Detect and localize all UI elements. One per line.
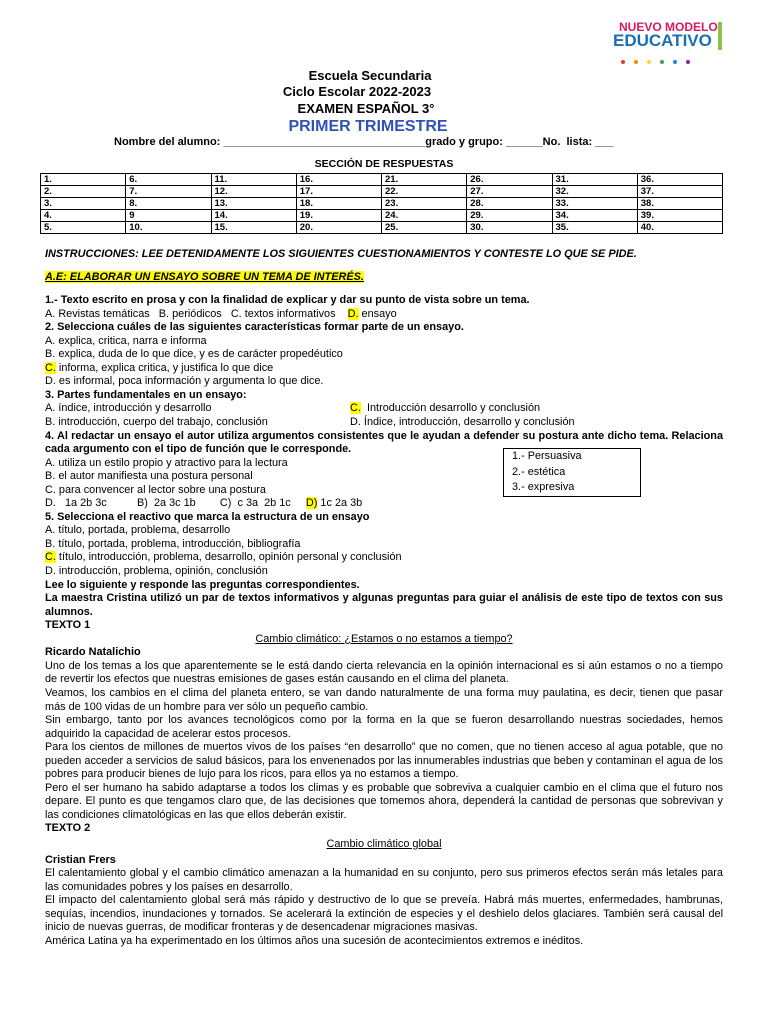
term-title: PRIMER TRIMESTRE bbox=[288, 118, 448, 135]
answer-cell: 18. bbox=[296, 198, 381, 210]
answer-cell: 27. bbox=[467, 186, 552, 198]
answer-cell: 2. bbox=[41, 186, 126, 198]
answer-cell: 9 bbox=[126, 210, 211, 222]
answer-cell: 24. bbox=[382, 210, 467, 222]
answer-cell: 30. bbox=[467, 222, 552, 234]
q4-d-prefix: D. 1a 2b 3c B) 2a 3c 1b C) c 3a 2b 1c bbox=[45, 497, 306, 510]
answer-cell: 21. bbox=[382, 174, 467, 186]
q4-option-c: C. para convencer al lector sobre una postura bbox=[45, 483, 266, 496]
text1-paragraph: Veamos, los cambios en el clima del planeta entero, se van dando naturalmente de una forma muy paulatina, es decir, tienen que pasar más de 100 vidas de un hombre para ver sólo un pequeño cambio. bbox=[45, 686, 723, 713]
answers-row bbox=[41, 174, 723, 186]
q4-box-item-1: 1.- Persuasiva bbox=[512, 450, 582, 462]
text2-author: Cristian Frers bbox=[45, 853, 116, 866]
q1-options-text: A. Revistas temáticas B. periódicos C. textos informativos bbox=[45, 307, 348, 320]
answer-cell: 34. bbox=[552, 210, 637, 222]
q4-d-correct: D) bbox=[305, 497, 318, 510]
reading-context: La maestra Cristina utilizó un par de textos informativos y algunas preguntas para guiar el análisis de este tipo de textos con sus alumnos. bbox=[45, 592, 723, 618]
answer-cell: 12. bbox=[211, 186, 296, 198]
q3-option-a: A. índice, introducción y desarrollo bbox=[45, 402, 212, 415]
answer-cell: 8. bbox=[126, 198, 211, 210]
answer-cell: 39. bbox=[637, 210, 722, 222]
q5-c-letter: C. bbox=[45, 551, 56, 564]
q4-box-item-3: 3.- expresiva bbox=[512, 481, 575, 493]
logo-dot bbox=[660, 60, 664, 64]
text1-paragraph: Uno de los temas a los que aparentemente se le está dando cierta relevancia en la opinión internacional es si aún estamos o no a tiempo de revertir los efectos que nuestras emisiones de gases están causando en el clima del planeta. bbox=[45, 659, 723, 686]
logo-line1: NUEVO MODELO bbox=[619, 20, 718, 34]
logo-bar bbox=[718, 22, 722, 50]
answer-cell: 5. bbox=[41, 222, 126, 234]
q2-option-b: B. explica, duda de lo que dice, y es de carácter propedéutico bbox=[45, 348, 343, 361]
answers-title: SECCIÓN DE RESPUESTAS bbox=[314, 158, 454, 170]
text1-paragraph: Sin embargo, tanto por los avances tecnológicos como por la forma en la que se fueron desarrollando nuestras sociedades, hemos adquirido la capacidad de acelerar estos procesos. bbox=[45, 714, 723, 740]
text2-paragraph: El impacto del calentamiento global será más rápido y destructivo de lo que se preveía. Habrá más muertes, enfermedades, hambrunas, sequías, incendios, inundaciones y tornados. Se acelerará la extinción de especies y el deshielo delos glaciares. También será causal del inicio de nuevas guerras, de modificar fronteras y de desencadenar migraciones masivas. bbox=[45, 894, 723, 934]
answer-cell: 36. bbox=[637, 174, 722, 186]
q4-question: 4. Al redactar un ensayo el autor utiliza argumentos consistentes que le ayudan a defender su postura ante dicho tema. Relaciona cada argumento con el tipo de función que le corresponde. bbox=[45, 429, 723, 456]
q5-question: 5. Selecciona el reactivo que marca la estructura de un ensayo bbox=[45, 510, 370, 523]
answer-cell: 3. bbox=[41, 198, 126, 210]
q2-option-c bbox=[45, 362, 723, 376]
q1-correct-text: ensayo bbox=[358, 307, 397, 320]
q5-option-c bbox=[45, 551, 723, 565]
school-name: Escuela Secundaria bbox=[308, 68, 432, 83]
logo-dot bbox=[673, 60, 677, 64]
exam-body bbox=[45, 248, 723, 948]
answer-cell: 15. bbox=[211, 222, 296, 234]
q5-option-a: A. título, portada, problema, desarrollo bbox=[45, 524, 231, 537]
answers-row bbox=[41, 210, 723, 222]
answer-cell: 17. bbox=[296, 186, 381, 198]
logo-line2: EDUCATIVO bbox=[613, 31, 712, 50]
logo-dot bbox=[621, 60, 625, 64]
answers-row bbox=[41, 186, 723, 198]
q3-row2 bbox=[45, 416, 723, 430]
answer-cell: 14. bbox=[211, 210, 296, 222]
exam-title: EXAMEN ESPAÑOL 3° bbox=[297, 101, 435, 116]
student-name-line: Nombre del alumno: _________________________________grado y grupo: ______No. lista: ___ bbox=[114, 136, 614, 148]
q4-option-a: A. utiliza un estilo propio y atractivo para la lectura bbox=[45, 456, 288, 469]
answer-cell: 6. bbox=[126, 174, 211, 186]
text1-author: Ricardo Natalichio bbox=[45, 646, 141, 659]
logo-dot bbox=[686, 60, 690, 64]
answers-row bbox=[41, 222, 723, 234]
instructions: INSTRUCCIONES: LEE DETENIDAMENTE LOS SIGUIENTES CUESTIONAMIENTOS Y CONTESTE LO QUE SE PIDE. bbox=[45, 248, 637, 260]
q3-c-letter: C. bbox=[350, 402, 361, 415]
text1-title: Cambio climático: ¿Estamos o no estamos a tiempo? bbox=[255, 632, 513, 645]
logo-dot bbox=[647, 60, 651, 64]
answer-cell: 29. bbox=[467, 210, 552, 222]
text2-label: TEXTO 2 bbox=[45, 822, 91, 835]
q4-option-b: B. el autor manifiesta una postura personal bbox=[45, 470, 253, 483]
learning-goal: A.E: ELABORAR UN ENSAYO SOBRE UN TEMA DE INTERÉS. bbox=[45, 270, 364, 283]
q2-option-a: A. explica, critica, narra e informa bbox=[45, 334, 207, 347]
text2-paragraph: El calentamiento global y el cambio climático amenazan a la humanidad en su conjunto, pero sus primeros efectos serán más letales para las comunidades pobres y los países en desarrollo. bbox=[45, 867, 723, 893]
q3-question: 3. Partes fundamentales en un ensayo: bbox=[45, 388, 247, 401]
q1-question: 1.- Texto escrito en prosa y con la finalidad de explicar y dar su punto de vista sobre un tema. bbox=[45, 294, 530, 307]
q2-c-letter: C. bbox=[45, 361, 56, 374]
q2-question: 2. Selecciona cuáles de las siguientes características formar parte de un ensayo. bbox=[45, 321, 464, 334]
answer-cell: 10. bbox=[126, 222, 211, 234]
text2-body bbox=[45, 867, 723, 948]
answer-cell: 19. bbox=[296, 210, 381, 222]
answers-row bbox=[41, 198, 723, 210]
answer-cell: 28. bbox=[467, 198, 552, 210]
logo bbox=[613, 20, 723, 60]
q4-option-d bbox=[45, 497, 723, 511]
answer-cell: 25. bbox=[382, 222, 467, 234]
answer-cell: 31. bbox=[552, 174, 637, 186]
answer-cell: 33. bbox=[552, 198, 637, 210]
text1-label: TEXTO 1 bbox=[45, 619, 91, 632]
answer-cell: 1. bbox=[41, 174, 126, 186]
answer-cell: 23. bbox=[382, 198, 467, 210]
q3-option-c bbox=[350, 402, 540, 416]
answer-cell: 32. bbox=[552, 186, 637, 198]
q1-options bbox=[45, 308, 723, 322]
answer-cell: 40. bbox=[637, 222, 722, 234]
q5-option-b: B. título, portada, problema, introducción, bibliografía bbox=[45, 537, 301, 550]
school-cycle: Ciclo Escolar 2022-2023 bbox=[282, 84, 432, 99]
answer-cell: 7. bbox=[126, 186, 211, 198]
answer-cell: 4. bbox=[41, 210, 126, 222]
text1-body bbox=[45, 660, 723, 823]
q3-row1 bbox=[45, 402, 723, 416]
answer-cell: 26. bbox=[467, 174, 552, 186]
answer-cell: 22. bbox=[382, 186, 467, 198]
logo-dot bbox=[634, 60, 638, 64]
q3-option-d: D. Índice, introducción, desarrollo y conclusión bbox=[350, 416, 575, 429]
q3-c-text: Introducción desarrollo y conclusión bbox=[360, 402, 541, 415]
text2-title: Cambio climático global bbox=[326, 837, 442, 850]
text2-paragraph: América Latina ya ha experimentado en los últimos años una sucesión de acontecimientos extremos e inéditos. bbox=[45, 934, 584, 947]
q1-correct-letter: D. bbox=[347, 307, 359, 320]
q5-option-d: D. introducción, problema, opinión, conclusión bbox=[45, 565, 268, 578]
q4-d-suffix: 1c 2a 3b bbox=[317, 497, 363, 510]
answer-cell: 16. bbox=[296, 174, 381, 186]
answer-cell: 38. bbox=[637, 198, 722, 210]
answer-cell: 11. bbox=[211, 174, 296, 186]
text1-paragraph: Pero el ser humano ha sabido adaptarse a todos los climas y es probable que sobreviva a cualquier cambio en el clima que el futuro nos depare. El punto es que tengamos claro que, de las decisiones que tomemos ahora, dependerá la cantidad de personas que sobrevivan y las condiciones climatológicas en las que ellos deberán existir. bbox=[45, 781, 723, 821]
reading-intro: Lee lo siguiente y responde las preguntas correspondientes. bbox=[45, 578, 360, 591]
q3-option-b: B. introducción, cuerpo del trabajo, conclusión bbox=[45, 416, 268, 429]
answer-cell: 20. bbox=[296, 222, 381, 234]
q5-c-text: título, introducción, problema, desarrollo, opinión personal y conclusión bbox=[55, 551, 402, 564]
q2-c-text: informa, explica critica, y justifica lo que dice bbox=[55, 361, 274, 374]
answers-table bbox=[40, 173, 723, 234]
answer-cell: 35. bbox=[552, 222, 637, 234]
answer-cell: 37. bbox=[637, 186, 722, 198]
q4-box-item-2: 2.- estética bbox=[512, 465, 566, 478]
q2-option-d: D. es informal, poca información y argumenta lo que dice. bbox=[45, 375, 324, 388]
q4-function-box bbox=[503, 448, 641, 497]
logo-dots bbox=[621, 51, 699, 69]
text1-paragraph: Para los cientos de millones de muertos vivos de los países “en desarrollo” que no comen, que no tienen acceso al agua potable, que no pueden acceder a servicios de salud básicos, para los envenenados por las innumerables industrias que beben y contaminan el agua de los pobres para producir bienes de lujo para los ricos, para ellos ya no estamos a tiempo. bbox=[45, 741, 723, 781]
answer-cell: 13. bbox=[211, 198, 296, 210]
